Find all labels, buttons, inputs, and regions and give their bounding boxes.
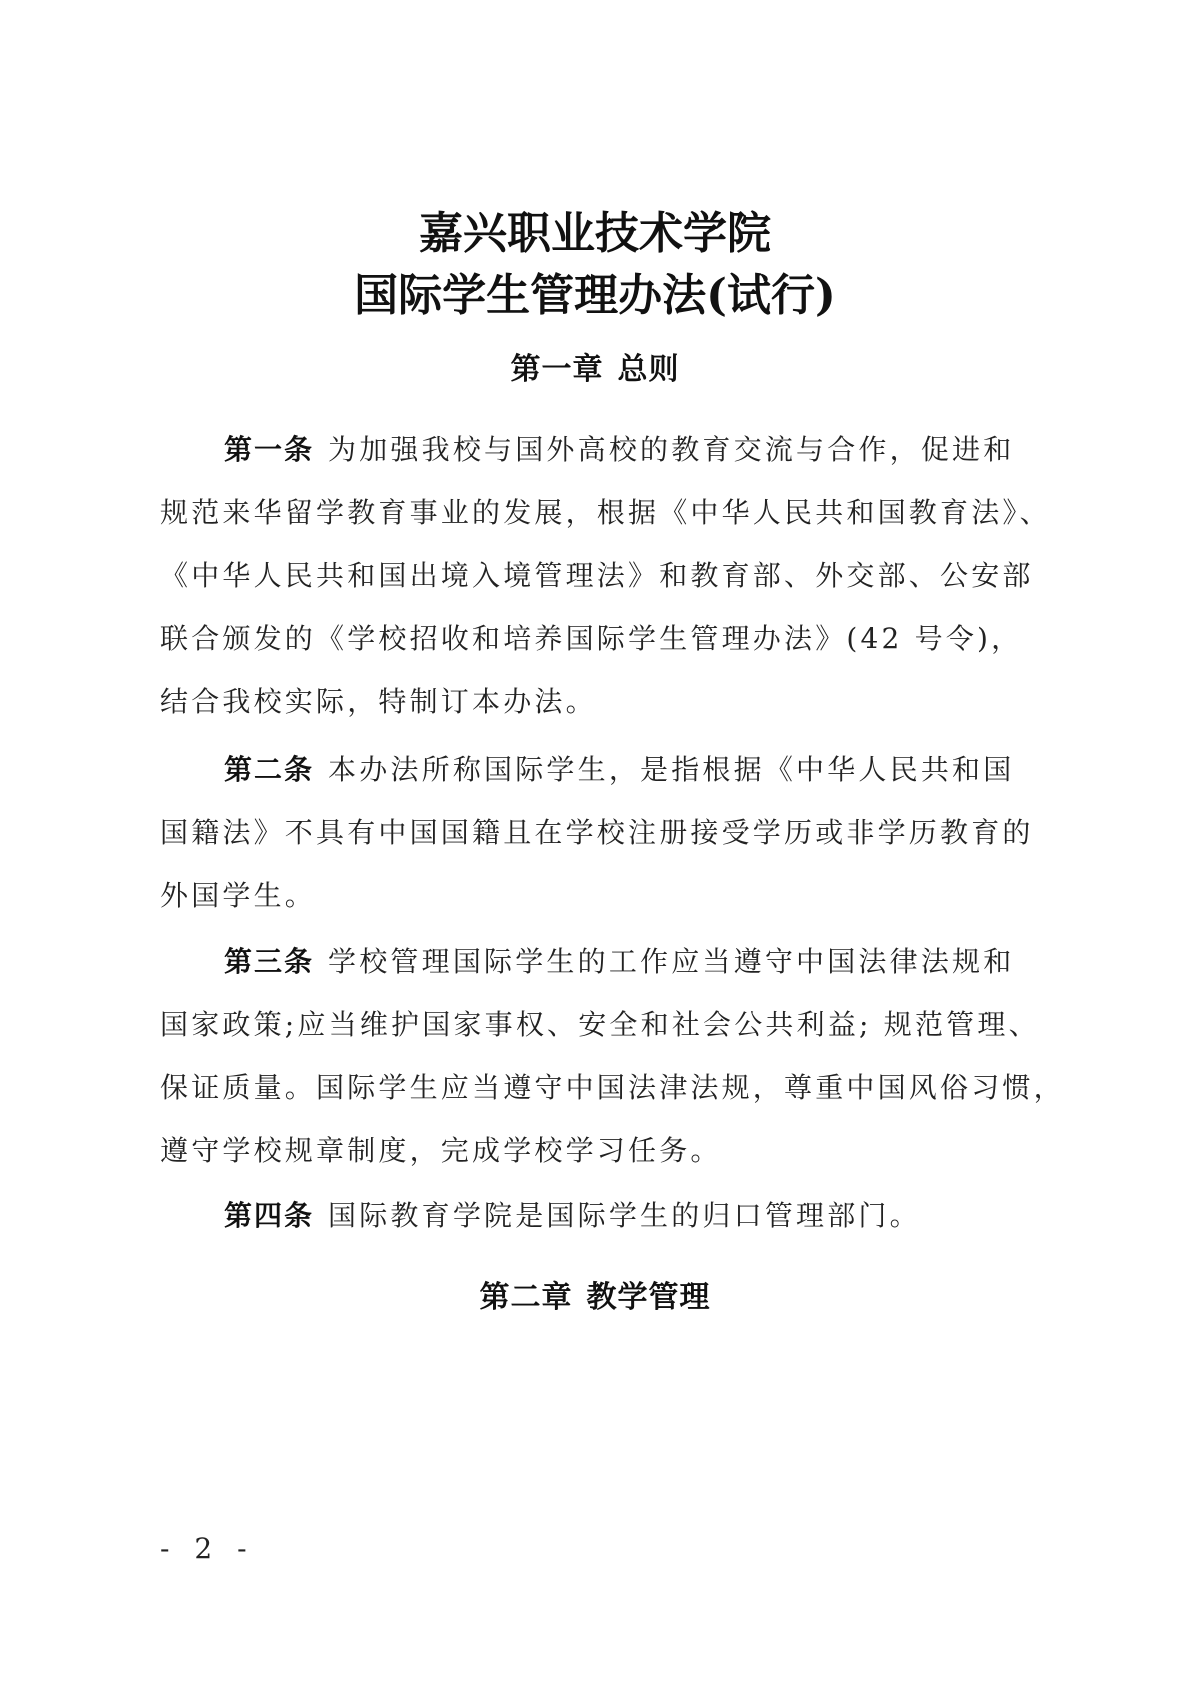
article-text: 本办法所称国际学生，是指根据《中华人民共和国 [328,753,1015,786]
article-line: 保证质量。国际学生应当遵守中国法津法规，尊重中国风俗习惯， [160,1071,1065,1104]
article-line [160,930,1040,993]
article-4 [160,1184,1040,1247]
article-1 [160,418,1051,733]
article-line: 规范来华留学教育事业的发展，根据《中华人民共和国教育法》、 [160,496,1051,529]
article-line: 联合颁发的《学校招收和培养国际学生管理办法》(42 号令)， [160,622,1023,655]
article-text: 国际教育学院是国际学生的归口管理部门。 [328,1199,921,1232]
chapter-1-number: 第一章 [510,352,604,387]
chapter-1-heading [0,350,1190,390]
article-line: 遵守学校规章制度，完成学校学习任务。 [160,1134,722,1167]
article-line [160,738,1040,801]
chapter-2-number: 第二章 [479,1280,573,1315]
article-3 [160,930,1065,1182]
article-heading: 第一条 [224,433,315,466]
chapter-2-heading [0,1278,1190,1318]
article-heading: 第三条 [224,945,315,978]
article-2 [160,738,1040,927]
article-text: 为加强我校与国外高校的教育交流与合作，促进和 [328,433,1015,466]
article-line: 国家政策;应当维护国家事权、安全和社会公共利益; 规范管理、 [160,1008,1040,1041]
article-line: 外国学生。 [160,879,317,912]
chapter-1-name: 总则 [617,352,680,387]
document-title-line2: 国际学生管理办法(试行) [354,270,836,321]
article-text: 学校管理国际学生的工作应当遵守中国法律法规和 [328,945,1015,978]
document-title-line1: 嘉兴职业技术学院 [419,208,771,259]
chapter-2-name: 教学管理 [586,1280,711,1315]
article-line [160,1184,1040,1247]
article-heading: 第二条 [224,753,315,786]
article-line: 国籍法》不具有中国国籍且在学校注册接受学历或非学历教育的 [160,816,1034,849]
article-line [160,418,1040,481]
article-line: 《中华人民共和国出境入境管理法》和教育部、外交部、公安部 [160,559,1034,592]
article-line: 结合我校实际，特制订本办法。 [160,685,597,718]
page-number: - 2 - [160,1532,255,1565]
article-heading: 第四条 [224,1199,315,1232]
